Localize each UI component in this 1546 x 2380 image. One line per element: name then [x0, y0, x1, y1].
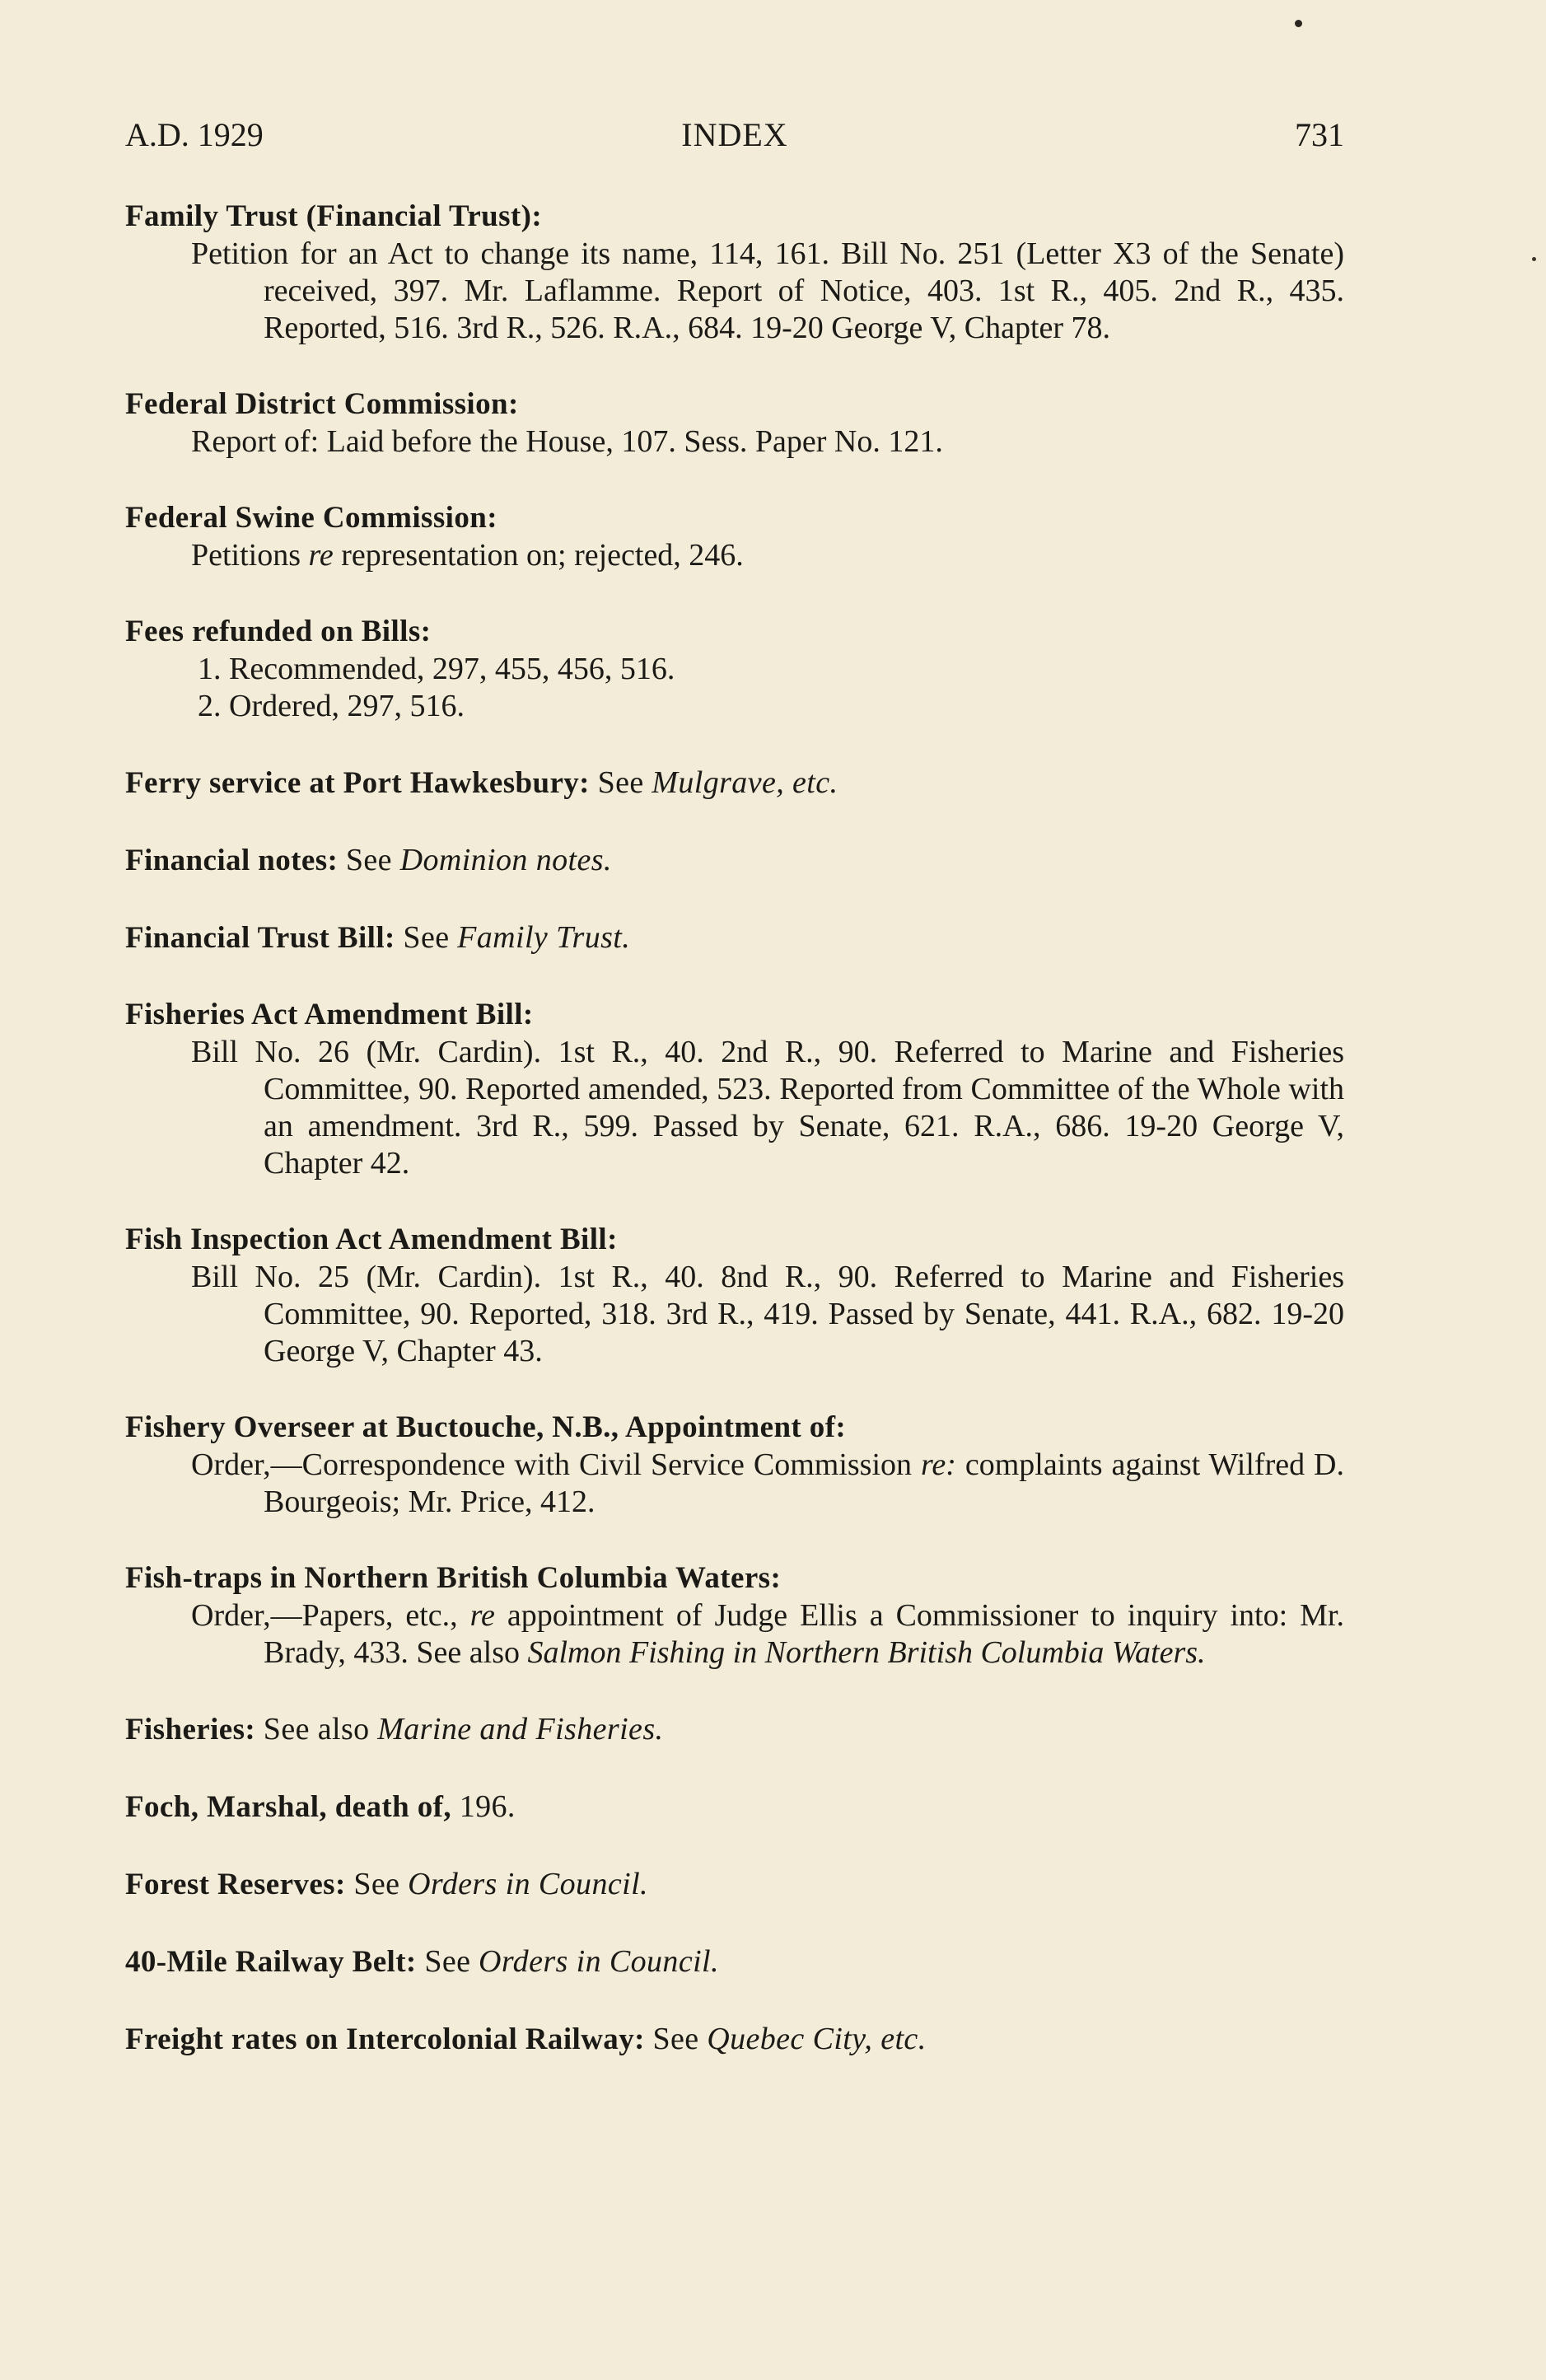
header-title: INDEX [681, 116, 788, 153]
index-entry [125, 841, 1344, 880]
entry-body: Petitions re representation on; rejected, 246. [191, 538, 744, 573]
index-entry [125, 919, 1344, 957]
cross-reference: Orders in Council. [479, 1944, 719, 1979]
running-header [125, 115, 1344, 165]
cross-reference: Salmon Fishing in Northern British Columbia Waters. [527, 1635, 1206, 1670]
ink-speck [1295, 20, 1302, 27]
entry-heading: Federal Swine Commission: [125, 501, 497, 535]
page-number: 731 [1295, 116, 1344, 153]
entry-heading: 40-Mile Railway Belt: See Orders in Council. [125, 1944, 719, 1979]
index-entry [125, 1221, 1344, 1370]
cross-reference: Mulgrave, etc. [652, 765, 838, 800]
entry-heading: Fishery Overseer at Buctouche, N.B., Appointment of: [125, 1410, 847, 1444]
entry-heading: Financial Trust Bill: See Family Trust. [125, 920, 631, 955]
entry-item: 2. Ordered, 297, 516. [198, 689, 465, 723]
index-entry [125, 1943, 1344, 1981]
index-entry [125, 1788, 1344, 1826]
ink-speck [1532, 257, 1536, 261]
entry-body: Bill No. 26 (Mr. Cardin). 1st R., 40. 2nd R., 90. Referred to Marine and Fisheries Committee, 90. Reported amended, 523. Reported from Committee of the Whole with an amendment. 3rd R., 599. Passed by Senate, 621. R.A., 686. 19-20 George V, Chapter 42. [191, 1035, 1344, 1181]
index-entry [125, 1559, 1344, 1672]
entry-heading: Fisheries Act Amendment Bill: [125, 998, 534, 1031]
entry-heading: Fish-traps in Northern British Columbia Waters: [125, 1561, 782, 1595]
cross-reference: Dominion notes. [399, 843, 612, 877]
index-entry [125, 613, 1344, 725]
index-entry [125, 1865, 1344, 1904]
index-entry [125, 386, 1344, 461]
entry-heading: Foch, Marshal, death of, 196. [125, 1789, 516, 1824]
entry-heading: Fish Inspection Act Amendment Bill: [125, 1223, 618, 1256]
entry-body: Order,—Correspondence with Civil Service Commission re: complaints against Wilfred D. Bourgeois; Mr. Price, 412. [191, 1447, 1344, 1519]
entry-heading: Fees refunded on Bills: [125, 615, 432, 648]
entry-heading: Financial notes: See Dominion notes. [125, 843, 612, 877]
index-entry [125, 198, 1344, 347]
entry-item: 1. Recommended, 297, 455, 456, 516. [198, 652, 675, 686]
header-year: A.D. 1929 [125, 116, 264, 153]
entry-heading: Fisheries: See also Marine and Fisheries. [125, 1712, 664, 1746]
index-entry [125, 1409, 1344, 1521]
entry-heading: Forest Reserves: See Orders in Council. [125, 1867, 648, 1901]
cross-reference: Orders in Council. [408, 1867, 648, 1901]
entry-heading: Federal District Commission: [125, 387, 519, 421]
index-entries [125, 198, 1344, 2097]
index-entry [125, 2020, 1344, 2059]
cross-reference: Marine and Fisheries. [377, 1712, 664, 1746]
index-entry [125, 1710, 1344, 1749]
index-entry [125, 764, 1344, 802]
entry-body: Order,—Papers, etc., re appointment of Judge Ellis a Commissioner to inquiry into: Mr. Brady, 433. See also Salmon Fishing in Northern British Columbia Waters. [191, 1598, 1344, 1670]
index-entry [125, 996, 1344, 1182]
entry-heading: Ferry service at Port Hawkesbury: See Mulgrave, etc. [125, 765, 838, 800]
entry-body: Report of: Laid before the House, 107. Sess. Paper No. 121. [191, 424, 943, 459]
index-entry [125, 499, 1344, 574]
entry-body: Bill No. 25 (Mr. Cardin). 1st R., 40. 8nd R., 90. Referred to Marine and Fisheries Committee, 90. Reported, 318. 3rd R., 419. Passed by Senate, 441. R.A., 682. 19-20 George V, Chapter 43. [191, 1260, 1344, 1368]
cross-reference: Quebec City, etc. [707, 2022, 927, 2056]
cross-reference: Family Trust. [457, 920, 631, 955]
entry-heading: Freight rates on Intercolonial Railway: See Quebec City, etc. [125, 2022, 927, 2056]
entry-body: Petition for an Act to change its name, 114, 161. Bill No. 251 (Letter X3 of the Senate) received, 397. Mr. Laflamme. Report of Notice, 403. 1st R., 405. 2nd R., 435. Reported, 516. 3rd R., 526. R.A., 684. 19-20 George V, Chapter 78. [191, 236, 1344, 345]
entry-heading: Family Trust (Financial Trust): [125, 199, 543, 233]
